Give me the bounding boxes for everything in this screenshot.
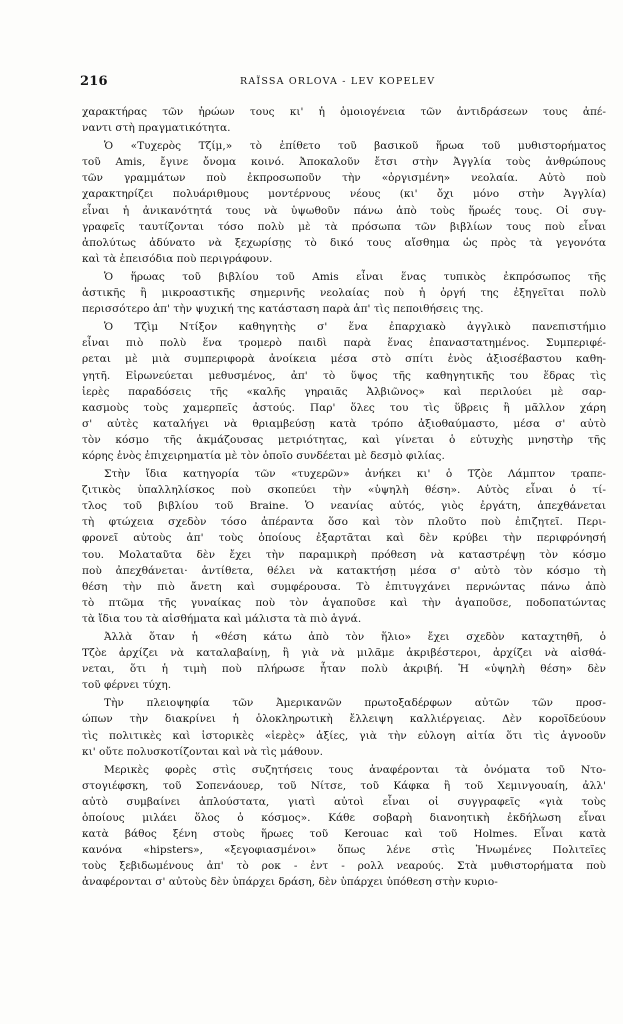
text-line: τοὺς ξεβιδωμένους ἀπ' τὸ ροκ - ἐντ - ρολλ νεαρούς. Στὰ μυθιστορήματα ποὺ <box>82 860 606 873</box>
text-line: χαρακτηρίζει πολυάριθμους μοντέρνους νέους (κι' ὄχι μόνο στὴν Ἀγγλία) <box>82 188 606 201</box>
paragraph <box>82 104 606 136</box>
text-line: χαρακτήρας τῶν ἡρώων τους κι' ἡ ὁμοιογένεια τῶν ἀντιδράσεων τους ἀπέ- <box>82 106 606 118</box>
paragraph <box>82 629 606 693</box>
body-text <box>82 104 606 893</box>
text-line: κι' οὔτε πολυσκοτίζονται καὶ νὰ τὶς μάθουν. <box>82 745 324 758</box>
text-line: του. Μολαταῦτα δὲν ἔχει τὴν παραμικρὴ πρόθεση νὰ καταστρέψῃ τὸν κόσμο <box>82 548 606 561</box>
text-line: ἱερὲς παραδόσεις τῆς «καλῆς γηραιᾶς Ἀλβιῶνος» καὶ περιλούει μὲ σαρ- <box>82 385 606 398</box>
paragraph <box>82 762 606 891</box>
page-header <box>80 74 608 90</box>
text-line: θέση τὴν πιὸ ἄνετη καὶ συμφέρουσα. Τὸ ἐπιτυγχάνει περνώντας πάνω ἀπὸ <box>82 580 606 593</box>
text-line: κατὰ βάθος ξένη στοὺς ἥρωες τοῦ Kerouac καὶ τοῦ Holmes. Εἶναι κατὰ <box>82 828 606 841</box>
text-line: Ὁ Τζὶμ Ντίξον καθηγητὴς σ' ἕνα ἐπαρχιακὸ ἀγγλικὸ πανεπιστήμιο <box>104 321 606 334</box>
text-line: ἀναφέρονται σ' αὐτοὺς δὲν ὑπάρχει δράση, δὲν ὑπάρχει ὑπόθεση στὴν κυριο- <box>82 876 498 889</box>
text-line: Τὴν πλειοψηφία τῶν Ἀμερικανῶν πρωτοξαδέρφων αὐτῶν τῶν προσ- <box>104 697 606 710</box>
text-line: τὸ πτῶμα τῆς γυναίκας ποὺ τὸν ἀγαποῦσε καὶ τὴν ἀγαποῦσε, ποδοπατώντας <box>82 596 606 609</box>
text-line: ὁποίους μιλάει ὅλος ὁ κόσμος». Κάθε σοβαρὴ διανοητικὴ ἐκδήλωση εἶναι <box>82 812 606 825</box>
paragraph <box>82 319 606 464</box>
text-line: ἀστικῆς ἢ μικροαστικῆς σημερινῆς νεολαίας ποὺ ἡ ὀργή της ἐξηγεῖται πολὺ <box>82 287 606 300</box>
text-line: Μερικὲς φορὲς στὶς συζητήσεις τους ἀναφέρονται τὰ ὀνόματα τοῦ Ντο- <box>104 763 606 776</box>
text-line: τὴ φτώχεια σχεδὸν τόσο ἀπέραντα ὅσο καὶ τὸν πλοῦτο ποὺ ἐπιζητεῖ. Περι- <box>82 516 606 529</box>
running-head: RAÏSSA ORLOVA - LEV KOPELEV <box>240 76 436 87</box>
text-line: φρονεῖ αὐτοὺς ἀπ' τοὺς ὁποίους ἐξαρτᾶται καὶ δὲν κρύβει τὴν περιφρόνησή <box>82 532 606 545</box>
paragraph <box>82 138 606 267</box>
text-line: τοῦ φέρνει τύχη. <box>82 679 172 692</box>
text-line: κόρης ἑνὸς ἐπιχειρηματία μὲ τὸν ὁποῖο συνδέεται μὲ δεσμὸ φιλίας. <box>82 449 445 462</box>
text-line: τῶν γραμμάτων ποὺ ἐκπροσωποῦν τὴν «ὀργισμένη» νεολαία. Αὐτὸ ποὺ <box>82 172 606 185</box>
text-line: τὰ ἴδια του τὰ αἰσθήματα καὶ μάλιστα τὰ πιὸ ἁγνά. <box>82 612 362 625</box>
text-line: Στὴν ἴδια κατηγορία τῶν «τυχερῶν» ἀνήκει κι' ὁ Τζὸε Λάμπτον τραπε- <box>104 468 606 481</box>
text-line: στογιέφσκη, τοῦ Σοπενάουερ, τοῦ Νίτσε, τοῦ Κάφκα ἢ τοῦ Χεμινγουαίη, ἀλλ' <box>82 779 606 792</box>
paragraph <box>82 269 606 317</box>
text-line: σ' αὐτὲς καταλήγει νὰ θριαμβεύσῃ κατὰ τρόπο ἀξιοθαύμαστο, μέσα σ' αὐτὸ <box>82 417 606 430</box>
text-line: Ὁ «Τυχερὸς Τζίμ,» τὸ ἐπίθετο τοῦ βασικοῦ ἥρωα τοῦ μυθιστορήματος <box>104 140 606 153</box>
text-line: τὸν κόσμο τῆς ἀκμάζουσας μετριότητας, καὶ γίνεται ὁ εὐτυχὴς μνηστὴρ τῆς <box>82 433 606 446</box>
text-line: ζιτικὸς ὑπαλληλίσκος ποὺ σκοπεύει τὴν «ὑψηλὴ θέση». Αὐτὸς εἶναι ὁ τί- <box>82 484 606 497</box>
text-line: αὐτὸ συμβαίνει ἁπλούστατα, γιατὶ αὐτοὶ εἶναι οἱ συγγραφεῖς «γιὰ τοὺς <box>82 795 606 808</box>
text-line: Τζὸε ἀρχίζει νὰ καταλαβαίνῃ, ἢ γιὰ νὰ μιλᾶμε ἀκριβέστεροι, ἀρχίζει νὰ αἰσθά- <box>82 647 606 660</box>
text-line: κανόνα «hipsters», «ξεγοφιασμένοι» ὅπως λένε στὶς Ἡνωμένες Πολιτεῖες <box>82 844 606 857</box>
text-line: τλος τοῦ βιβλίου τοῦ Braine. Ὁ νεανίας αὐτός, γιὸς ἐργάτη, ἀπεχθάνεται <box>82 500 606 513</box>
page-number: 216 <box>80 74 108 89</box>
text-line: τοῦ Amis, ἔγινε ὄνομα κοινό. Ἀποκαλοῦν ἔτσι στὴν Ἀγγλία τοὺς ἀνθρώπους <box>82 156 606 169</box>
text-line: ρεται μὲ μιὰ συμπεριφορὰ ἀνοίκεια μέσα στὸ σπίτι ἑνὸς ἀξιοσέβαστου καθη- <box>82 353 606 366</box>
text-line: νεται, ὅτι ἡ τιμὴ ποὺ πλήρωσε ἦταν πολὺ ἀκριβή. Ἡ «ὑψηλὴ θέση» δὲν <box>82 663 606 676</box>
text-line: Ὁ ἥρωας τοῦ βιβλίου τοῦ Amis εἶναι ἕνας τυπικὸς ἐκπρόσωπος τῆς <box>104 270 606 283</box>
text-line: ἀπολύτως ἀδύνατο νὰ ξεχωρίσῃς τὸ δικό τους αἴσθημα ὡς πρὸς τὰ γεγονότα <box>82 236 606 249</box>
text-line: περισσότερο ἀπ' τὴν ψυχική της κατάσταση παρὰ ἀπ' τὶς πεποιθήσεις της. <box>82 303 484 316</box>
text-line: κασμοὺς τοὺς χαμερπεῖς ἀστούς. Παρ' ὅλες του τὶς ὕβρεις ἢ μᾶλλον χάρη <box>82 401 606 414</box>
text-line: τὶς πολιτικὲς καὶ ἱστορικὲς «ἱερὲς» ἀξίες, γιὰ τὴν εὐλογη αἰτία ὅτι τὶς ἀγνοοῦν <box>82 729 606 742</box>
paragraph <box>82 466 606 627</box>
text-line: εἶναι ἡ ἀνικανότητά τους νὰ ὑψωθοῦν πάνω ἀπὸ τοὺς ἥρωές τους. Οἱ συγ- <box>82 204 606 217</box>
text-line: ποὺ ἀπεχθάνεται· ἀντίθετα, θέλει νὰ κατακτήσῃ μέσα σ' αὐτὸ τὸν κόσμο τὴ <box>82 564 606 577</box>
text-line: εἶναι πιὸ πολὺ ἕνα τρομερὸ παιδὶ παρὰ ἕνας ἐπαναστατημένος. Συμπεριφέ- <box>82 337 606 350</box>
paragraph <box>82 695 606 759</box>
text-line: γητῆ. Εἰρωνεύεται μεθυσμένος, ἀπ' τὸ ὕψος τῆς καθηγητικῆς του ἕδρας τὶς <box>82 369 606 382</box>
text-line: ναντι στὴ πραγματικότητα. <box>82 122 231 135</box>
text-line: καὶ τὰ ἐπεισόδια ποὺ περιγράφουν. <box>82 252 273 265</box>
text-line: γραφεῖς ταυτίζονται τόσο πολὺ μὲ τὰ πρόσωπα τῶν βιβλίων τους ποὺ εἶναι <box>82 220 606 233</box>
text-line: ώπων τὴν διακρίνει ἡ ὁλοκληρωτικὴ ἔλλειψη καλλιέργειας. Δὲν κοροϊδεύουν <box>82 713 606 726</box>
text-line: Ἀλλὰ ὅταν ἡ «θέση κάτω ἀπὸ τὸν ἥλιο» ἔχει σχεδὸν καταχτηθῆ, ὁ <box>104 631 606 643</box>
